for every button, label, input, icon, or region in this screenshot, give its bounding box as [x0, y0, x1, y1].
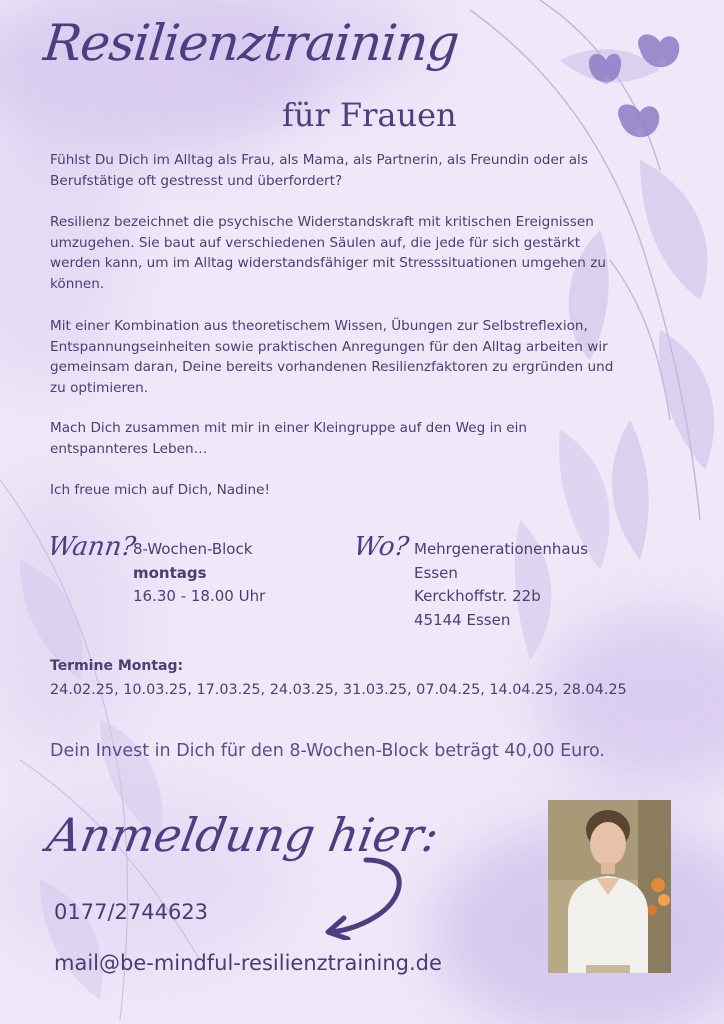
when-line-2: montags — [133, 563, 207, 582]
intro-paragraph-4: Mach Dich zusammen mit mir in einer Kleingruppe auf den Weg in ein entspannteres Leben… — [50, 420, 528, 457]
page-title: Resilienztraining — [40, 14, 462, 72]
when-line-1: 8-Wochen-Block — [133, 540, 253, 558]
intro-paragraph-2: Resilienz bezeichnet die psychische Widerstandskraft mit kritischen Ereignissen umzugehen. Sie baut auf verschiedenen Säulen auf, die jede für sich gestärkt werden kann, um im Alltag widerstandsfähiger mit Stresssituationen umgehen zu können. — [50, 214, 606, 292]
where-label: Wo? — [351, 532, 411, 562]
where-line-1: Mehrgenerationenhaus — [414, 540, 588, 558]
price-info: Dein Invest in Dich für den 8-Wochen-Block beträgt 40,00 Euro. — [50, 741, 605, 761]
where-line-2: Essen — [414, 563, 458, 582]
schedule-dates: 24.02.25, 10.03.25, 17.03.25, 24.03.25, 31.03.25, 07.04.25, 14.04.25, 28.04.25 — [50, 682, 627, 698]
email-address[interactable]: mail@be-mindful-resilienztraining.de — [54, 951, 442, 975]
where-info — [414, 538, 588, 632]
intro-paragraph-1: Fühlst Du Dich im Alltag als Frau, als Mama, als Partnerin, als Freundin oder als Berufstätige oft gestresst und überfordert? — [50, 152, 588, 189]
where-line-4: 45144 Essen — [414, 610, 511, 629]
where-line-3: Kerckhoffstr. 22b — [414, 587, 541, 605]
portrait-photo — [548, 800, 671, 973]
phone-number[interactable]: 0177/2744623 — [54, 900, 209, 924]
page-subtitle: für Frauen — [282, 96, 457, 134]
signup-heading: Anmeldung hier: — [43, 808, 443, 862]
intro-signoff: Ich freue mich auf Dich, Nadine! — [50, 482, 270, 498]
when-label: Wann? — [45, 532, 138, 562]
schedule-label: Termine Montag: — [50, 658, 184, 674]
when-line-3: 16.30 - 18.00 Uhr — [133, 587, 266, 605]
curved-arrow-icon — [318, 840, 408, 940]
when-info — [133, 538, 265, 609]
intro-paragraph-3: Mit einer Kombination aus theoretischem Wissen, Übungen zur Selbstreflexion, Entspannungseinheiten sowie praktischen Anregungen für den Alltag arbeiten wir gemeinsam daran, Deine bereits vorhandenen Resilienzfaktoren zu ergründen und zu optimieren. — [50, 318, 614, 396]
